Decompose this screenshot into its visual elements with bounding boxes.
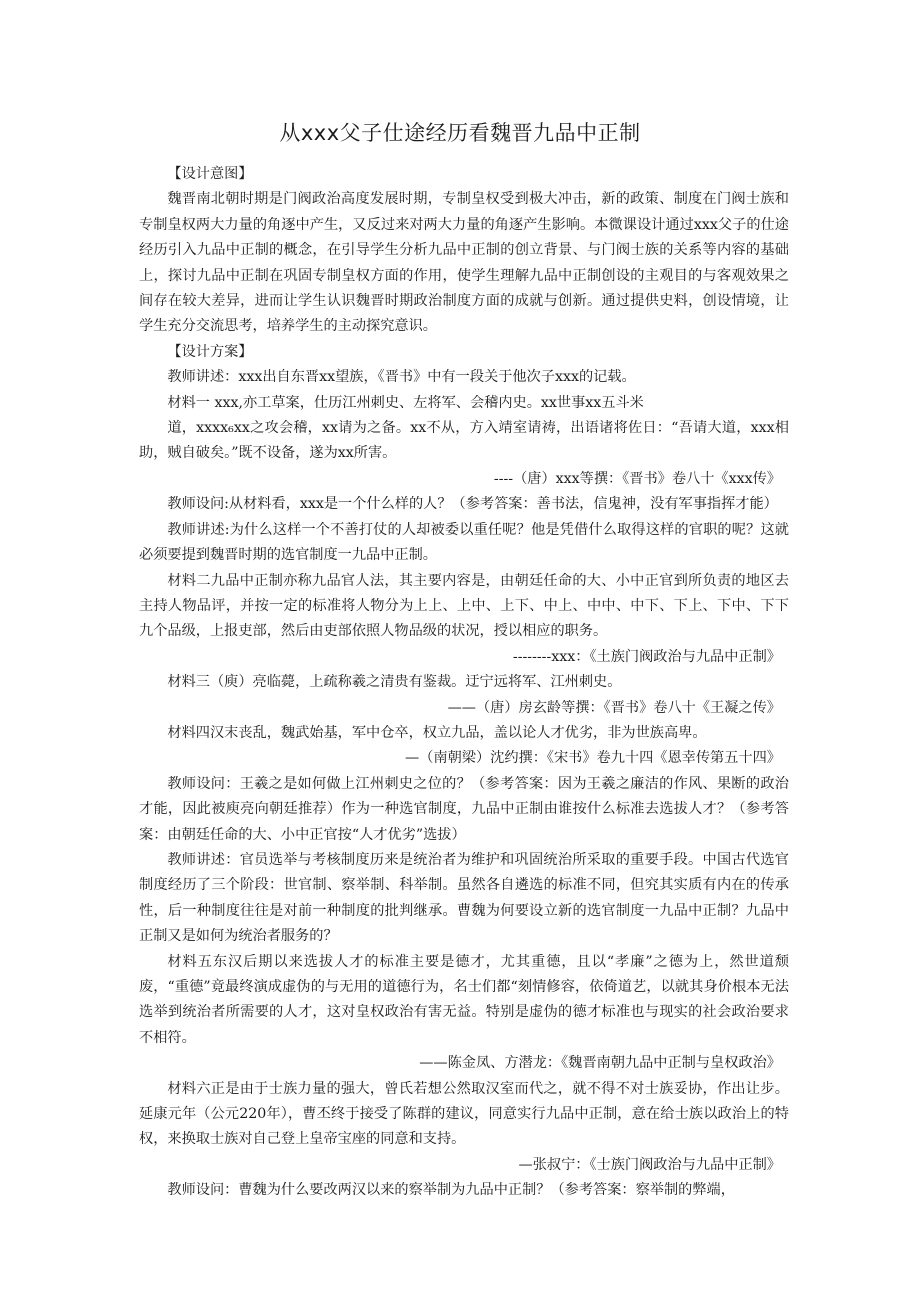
- paragraph-teacher-intro: 教师讲述：xxx出自东晋xx望族，《晋书》中有一段关于他次子xxx的记载。: [167, 369, 636, 386]
- citation-material-6: —张叔宁：《士族门阀政治与九品中正制》: [518, 1156, 781, 1173]
- paragraph-material-1b: 道，xxxx₆xx之攻会稽，xx请为之备。xx不从，方入靖室请祷，出语诸将佐日：“吾请大道，xxx相助，贼自破矣。”既不设备，遂为xx所害。: [139, 420, 789, 462]
- citation-material-3: ——（唐）房玄龄等撰：《晋书》卷八十《王凝之传》: [447, 699, 781, 716]
- paragraph-teacher-3: 教师讲述：官员选举与考核制度历来是统治者为维护和巩固统治所采取的重要手段。中国古代选官制度经历了三个阶段：世官制、察举制、科举制。虽然各自遴选的标准不同，但究其实质有内在的传承性，后一种制度往往是对前一种制度的批判继承。曹魏为何要设立新的选官制度一九品中正制？九品中正制又是如何为统治者服务的？: [139, 851, 789, 945]
- document-body: [139, 162, 789, 1204]
- paragraph-material-3: 材料三（庾）亮临薨，上疏称羲之清贵有鉴裁。迂宁远将军、江州刺史。: [167, 674, 622, 691]
- citation-material-4: —（南朝梁）沈约撰：《宋书》卷九十四《恩幸传第五十四》: [405, 750, 781, 767]
- citation-material-2: --------xxx：《土族门阀政治与九品中正制》: [512, 648, 781, 665]
- paragraph-question-1: 教师设问:从材料看，xxx是一个什么样的人？（参考答案：善书法，信鬼神，没有军事指挥才能）: [167, 496, 778, 513]
- paragraph-design-plan-heading: 【设计方案】: [167, 343, 253, 360]
- paragraph-material-4: 材料四汉末丧乱，魏武始基，军中仓卒，权立九品，盖以论人才优劣，非为世族高卑。: [167, 724, 707, 741]
- paragraph-teacher-2: 教师讲述:为什么这样一个不善打仗的人却被委以重任呢？他是凭借什么取得这样的官职的呢？这就必须要提到魏晋时期的选官制度一九品中正制。: [139, 521, 789, 564]
- paragraph-question-2: 教师设问：王羲之是如何做上江州刺史之位的？（参考答案：因为王羲之廉洁的作风、果断的政治才能，因此被庾亮向朝廷推荐）作为一种选官制度，九品中正制由谁按什么标准去选拔人才？（参考答案：由朝廷任命的大、小中正官按“人才优劣”选拔）: [139, 775, 789, 843]
- document-title: 从xxx父子仕途经历看魏晋九品中正制: [279, 121, 641, 145]
- paragraph-question-3: 教师设问：曹魏为什么要改两汉以来的察举制为九品中正制？（参考答案：察举制的弊端，: [167, 1182, 735, 1199]
- paragraph-design-intent-heading: 【设计意图】: [167, 166, 253, 182]
- paragraph-design-intent: 魏晋南北朝时期是门阀政治高度发展时期，专制皇权受到极大冲击，新的政策、制度在门阀士族和专制皇权两大力量的角逐中产生，又反过来对两大力量的角逐产生影响。本微课设计通过xxx父子的仕途经历引入九品中正制的概念，在引导学生分析九品中正制的创立背景、与门阀士族的关系等内容的基础上，探讨九品中正制在巩固专制皇权方面的作用，使学生理解九品中正制创设的主观目的与客观效果之间存在较大差异，进而让学生认识魏晋时期政治制度方面的成就与创新。通过提供史料，创设情境，让学生充分交流思考，培养学生的主动探究意识。: [139, 191, 789, 335]
- paragraph-material-5: 材料五东汉后期以来选拔人才的标准主要是德才，尤其重德，且以“孝廉”之德为上，然世道颓废，“重德”竟最终演成虚伪的与无用的道德行为，名士们都“刻情修容，依倚道艺，以就其身价根本无法选举到统治者所需要的人才，这对皇权政治有害无益。特别是虚伪的德才标准也与现实的社会政治要求不相符。: [139, 953, 789, 1046]
- paragraph-material-1a: 材料一 xxx,亦工草案，仕历江州刺史、左将军、会稽内史。xx世事xx五斗米: [167, 394, 644, 411]
- citation-jinshu-1: ----（唐）xxx等撰：《晋书》卷八十《xxx传》: [493, 470, 781, 487]
- paragraph-material-6: 材料六正是由于士族力量的强大，曾氏若想公然取汉室而代之，就不得不对士族妥协，作出让步。延康元年（公元220年），曹丕终于接受了陈群的建议，同意实行九品中正制，意在给士族以政治上的特权，来换取士族对自己登上皇帝宝座的同意和支持。: [139, 1080, 789, 1148]
- paragraph-material-2: 材料二九品中正制亦称九品官人法，其主要内容是，由朝廷任命的大、小中正官到所负责的地区去主持人物品评，并按一定的标准将人物分为上上、上中、上下、中上、中中、中下、下上、下中、下下九个品级，上报吏部，然后由吏部依照人物品级的状况，授以相应的职务。: [139, 572, 789, 640]
- citation-material-5: ——陈金凤、方潜龙：《魏晋南朝九品中正制与皇权政治》: [419, 1055, 781, 1072]
